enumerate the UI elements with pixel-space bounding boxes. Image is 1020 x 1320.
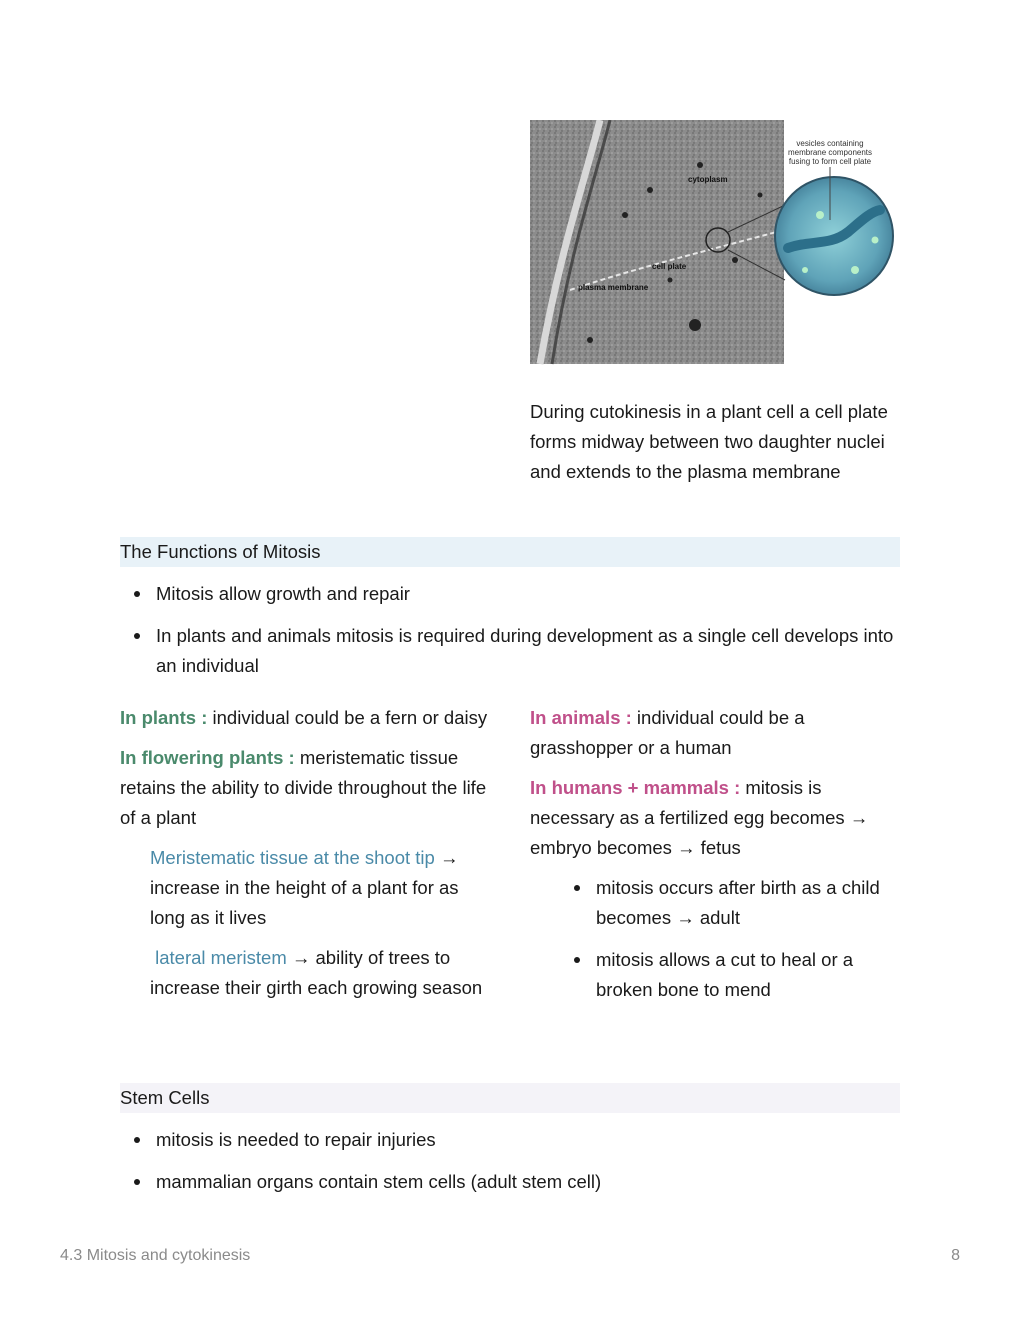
shoot-tip-link[interactable]: Meristematic tissue at the shoot tip	[150, 847, 435, 868]
label-vesicles-1: vesicles containing	[796, 139, 864, 148]
humans-label: In humans + mammals :	[530, 777, 741, 798]
lateral-meristem-para	[120, 943, 490, 1003]
animals-list	[530, 873, 900, 1005]
lateral-meristem-text: → ability of trees to increase their girth each growing season	[150, 947, 483, 998]
humans-text: mitosis is necessary as a fertilized egg becomes → embryo becomes → fetus	[530, 777, 869, 858]
stem-cells-heading: Stem Cells	[120, 1083, 900, 1113]
list-item: In plants and animals mitosis is required during development as a single cell develops into an individual	[120, 621, 900, 681]
list-item: mitosis occurs after birth as a child becomes → adult	[560, 873, 900, 933]
cell-plate-micrograph	[530, 120, 900, 366]
functions-heading: The Functions of Mitosis	[120, 537, 900, 567]
animals-label: In animals :	[530, 707, 632, 728]
list-item: mitosis allows a cut to heal or a broken bone to mend	[560, 945, 900, 1005]
footer-title: 4.3 Mitosis and cytokinesis	[60, 1247, 251, 1264]
list-item: Mitosis allow growth and repair	[120, 579, 900, 609]
list-item: mammalian organs contain stem cells (adult stem cell)	[120, 1167, 900, 1197]
stem-cells-list	[120, 1125, 900, 1197]
figure-caption: During cutokinesis in a plant cell a cell plate forms midway between two daughter nuclei and extends to the plasma membrane	[530, 401, 888, 482]
label-cell-plate: cell plate	[652, 262, 687, 271]
plants-label: In plants :	[120, 707, 208, 728]
shoot-tip-para	[120, 843, 490, 933]
list-item: mitosis is needed to repair injuries	[120, 1125, 900, 1155]
label-vesicles-3: fusing to form cell plate	[788, 157, 872, 166]
animals-column	[530, 703, 900, 1017]
stem-cells-list-container	[120, 1125, 900, 1209]
lateral-meristem-link[interactable]: lateral meristem	[150, 947, 287, 968]
animals-text: individual could be a grasshopper or a human	[530, 707, 805, 758]
cell-plate-figure	[530, 120, 900, 366]
plants-text: individual could be a fern or daisy	[207, 707, 488, 728]
plants-intro	[120, 703, 490, 733]
functions-list	[120, 579, 900, 681]
flowering-plants-para	[120, 743, 490, 833]
label-plasma-membrane: plasma membrane	[578, 283, 649, 292]
page-number: 8	[951, 1247, 960, 1264]
animals-intro	[530, 703, 900, 763]
plants-column	[120, 703, 490, 1013]
label-cytoplasm: cytoplasm	[688, 175, 728, 184]
flowering-plants-text: meristematic tissue retains the ability to divide throughout the life of a plant	[120, 747, 487, 828]
shoot-tip-text: → increase in the height of a plant for as long as it lives	[150, 847, 459, 928]
flowering-plants-label: In flowering plants :	[120, 747, 295, 768]
humans-para	[530, 773, 900, 863]
label-vesicles-2: membrane components	[787, 148, 873, 157]
functions-list-container	[120, 579, 900, 693]
